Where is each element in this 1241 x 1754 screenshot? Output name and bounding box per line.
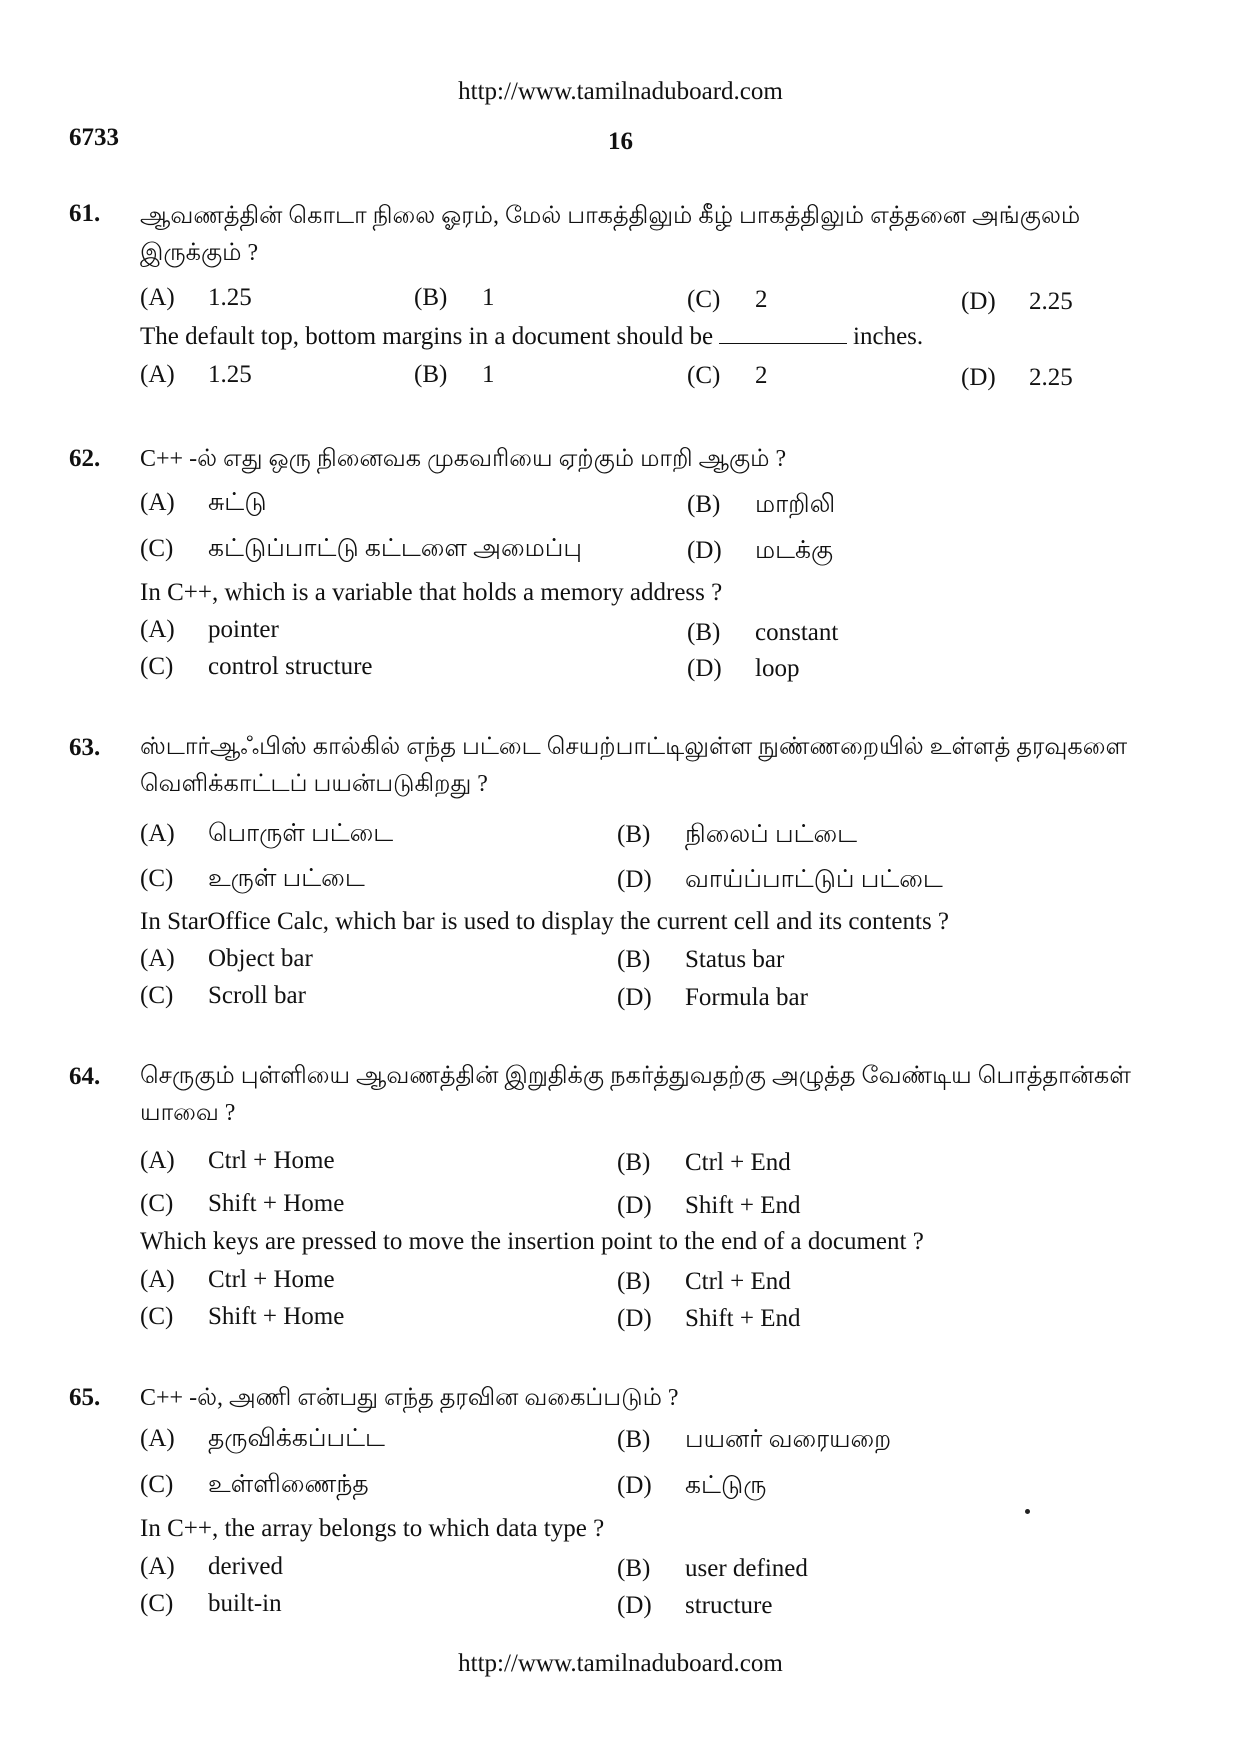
option-c-tamil — [687, 286, 768, 314]
option-label: (C) — [140, 1590, 174, 1617]
option-text: 2.25 — [1029, 364, 1073, 391]
option-label: (C) — [140, 1471, 174, 1498]
question-tamil-text: C++ -ல், அணி என்பது எந்த தரவின வகைப்படும் ? — [140, 1385, 679, 1411]
option-label: (A) — [140, 284, 175, 311]
option-text: சுட்டு — [208, 489, 267, 516]
option-text: தருவிக்கப்பட்ட — [208, 1425, 385, 1452]
option-label: (C) — [140, 1303, 174, 1330]
option-text: constant — [755, 619, 839, 646]
option-text: Shift + End — [685, 1192, 801, 1219]
option-text: Ctrl + Home — [208, 1147, 335, 1174]
paper-code: 6733 — [69, 124, 119, 151]
option-b-english — [687, 619, 838, 647]
option-label: (C) — [140, 865, 174, 892]
option-text: மாறிலி — [755, 491, 836, 518]
option-text: 2.25 — [1029, 288, 1073, 315]
option-d-english — [617, 1305, 801, 1333]
option-label: (B) — [617, 1149, 651, 1176]
question-number: 61. — [69, 200, 101, 227]
option-label: (A) — [140, 361, 175, 388]
footer-url: http://www.tamilnaduboard.com — [458, 1650, 783, 1677]
question-number: 65. — [69, 1384, 101, 1411]
option-b-english — [414, 361, 495, 389]
option-label: (B) — [414, 361, 448, 388]
option-a-english — [140, 1266, 335, 1294]
option-label: (C) — [140, 653, 174, 680]
option-label: (B) — [617, 1426, 651, 1453]
stray-dot — [1025, 1509, 1030, 1514]
option-label: (B) — [617, 1555, 651, 1582]
option-label: (A) — [140, 616, 175, 643]
answer-blank — [719, 343, 847, 344]
option-label: (D) — [617, 984, 652, 1011]
option-text: Formula bar — [685, 984, 808, 1011]
option-b-tamil — [414, 284, 495, 312]
option-c-tamil — [140, 1471, 369, 1502]
question-tamil-text: செருகும் புள்ளியை ஆவணத்தின் இறுதிக்கு நகர்த்துவதற்கு அழுத்த வேண்டிய பொத்தான்கள் யாவை ? — [140, 1063, 1131, 1126]
option-label: (A) — [140, 1266, 175, 1293]
option-text: pointer — [208, 616, 279, 643]
option-text: Object bar — [208, 945, 313, 972]
option-a-english — [140, 1553, 283, 1581]
option-label: (D) — [961, 364, 996, 391]
question-english-text: Which keys are pressed to move the insertion point to the end of a document ? — [140, 1228, 924, 1255]
option-c-tamil — [140, 1190, 344, 1218]
option-b-tamil — [617, 821, 857, 852]
option-a-tamil — [140, 489, 267, 520]
option-label: (D) — [961, 288, 996, 315]
question-number: 64. — [69, 1063, 101, 1090]
option-a-tamil — [140, 820, 393, 851]
option-label: (B) — [414, 284, 448, 311]
option-text: Ctrl + End — [685, 1268, 791, 1295]
option-d-tamil — [617, 866, 943, 897]
option-c-english — [687, 362, 768, 390]
option-text: பயனர் வரையறை — [685, 1426, 892, 1453]
option-text: derived — [208, 1553, 283, 1580]
option-d-tamil — [617, 1192, 801, 1220]
option-label: (B) — [687, 491, 721, 518]
option-label: (A) — [140, 489, 175, 516]
option-text: user defined — [685, 1555, 808, 1582]
option-d-tamil — [961, 288, 1073, 316]
option-text: Ctrl + Home — [208, 1266, 335, 1293]
option-c-english — [140, 1303, 344, 1331]
option-c-english — [140, 653, 373, 681]
option-label: (A) — [140, 1147, 175, 1174]
option-d-tamil — [687, 537, 833, 568]
option-label: (B) — [617, 821, 651, 848]
option-a-tamil — [140, 284, 252, 312]
option-label: (C) — [140, 982, 174, 1009]
question-number: 62. — [69, 445, 101, 472]
option-b-english — [617, 946, 784, 974]
option-d-english — [617, 984, 808, 1012]
option-b-english — [617, 1555, 808, 1583]
option-text: 1.25 — [208, 361, 252, 388]
option-text: Scroll bar — [208, 982, 306, 1009]
option-a-english — [140, 361, 252, 389]
option-label: (D) — [687, 655, 722, 682]
option-text: 2 — [755, 362, 768, 389]
option-label: (D) — [687, 537, 722, 564]
option-text: உள்ளிணைந்த — [208, 1471, 369, 1498]
option-text: structure — [685, 1592, 773, 1619]
option-label: (D) — [617, 866, 652, 893]
option-text: வாய்ப்பாட்டுப் பட்டை — [685, 866, 943, 893]
option-a-english — [140, 616, 279, 644]
option-text: Shift + Home — [208, 1303, 345, 1330]
option-c-tamil — [140, 865, 365, 896]
question-tamil-text: ஆவணத்தின் கொடா நிலை ஓரம், மேல் பாகத்திலும் கீழ் பாகத்திலும் எத்தனை அங்குலம் இருக்கும் ? — [140, 203, 1081, 266]
question-english-text — [140, 322, 1170, 352]
option-text: loop — [755, 655, 800, 682]
option-text: உருள் பட்டை — [208, 865, 365, 892]
option-label: (C) — [687, 286, 721, 313]
option-label: (D) — [617, 1472, 652, 1499]
option-d-english — [961, 364, 1073, 392]
option-label: (D) — [617, 1305, 652, 1332]
option-text: பொருள் பட்டை — [208, 820, 394, 847]
option-a-tamil — [140, 1147, 335, 1175]
option-label: (A) — [140, 820, 175, 847]
option-d-english — [617, 1592, 772, 1620]
header-url: http://www.tamilnaduboard.com — [458, 78, 783, 105]
option-label: (C) — [140, 535, 174, 562]
option-b-english — [617, 1268, 791, 1296]
option-text: Shift + End — [685, 1305, 801, 1332]
option-c-tamil — [140, 535, 582, 566]
option-d-english — [687, 655, 799, 683]
question-number: 63. — [69, 734, 101, 761]
option-label: (B) — [687, 619, 721, 646]
option-label: (B) — [617, 946, 651, 973]
option-a-tamil — [140, 1425, 385, 1456]
option-text: கட்டுப்பாட்டு கட்டளை அமைப்பு — [208, 535, 582, 562]
option-b-tamil — [617, 1426, 891, 1457]
option-text: மடக்கு — [755, 537, 834, 564]
question-english-text: In StarOffice Calc, which bar is used to display the current cell and its contents ? — [140, 908, 950, 935]
question-tamil-text: ஸ்டார்ஆஃபிஸ் கால்கில் எந்த பட்டை செயற்பாட்டிலுள்ள நுண்ணறையில் உள்ளத் தரவுகளை வெளிக்காட்டப் பயன்படுகிறது ? — [140, 734, 1128, 797]
option-text: 1 — [482, 361, 495, 388]
question-english-before: The default top, bottom margins in a document should be — [140, 323, 714, 350]
option-b-tamil — [617, 1149, 791, 1177]
question-tamil-text: C++ -ல் எது ஒரு நினைவக முகவரியை ஏற்கும் மாறி ஆகும் ? — [140, 446, 787, 472]
option-text: built-in — [208, 1590, 282, 1617]
option-label: (A) — [140, 1425, 175, 1452]
question-english-text: In C++, which is a variable that holds a memory address ? — [140, 579, 723, 606]
option-label: (C) — [140, 1190, 174, 1217]
option-a-english — [140, 945, 313, 973]
option-label: (A) — [140, 1553, 175, 1580]
option-text: Status bar — [685, 946, 785, 973]
option-text: control structure — [208, 653, 373, 680]
option-text: கட்டுரு — [685, 1472, 767, 1499]
option-c-english — [140, 982, 306, 1010]
option-label: (A) — [140, 945, 175, 972]
option-label: (B) — [617, 1268, 651, 1295]
question-english-after: inches. — [853, 323, 924, 350]
option-b-tamil — [687, 491, 835, 522]
option-text: 1 — [482, 284, 495, 311]
page-number: 16 — [608, 128, 633, 155]
option-text: 2 — [755, 286, 768, 313]
option-text: 1.25 — [208, 284, 252, 311]
question-english-text: In C++, the array belongs to which data type ? — [140, 1515, 605, 1542]
option-text: நிலைப் பட்டை — [685, 821, 858, 848]
option-label: (D) — [617, 1192, 652, 1219]
option-c-english — [140, 1590, 282, 1618]
option-label: (D) — [617, 1592, 652, 1619]
option-d-tamil — [617, 1472, 766, 1503]
option-text: Shift + Home — [208, 1190, 345, 1217]
option-label: (C) — [687, 362, 721, 389]
option-text: Ctrl + End — [685, 1149, 791, 1176]
